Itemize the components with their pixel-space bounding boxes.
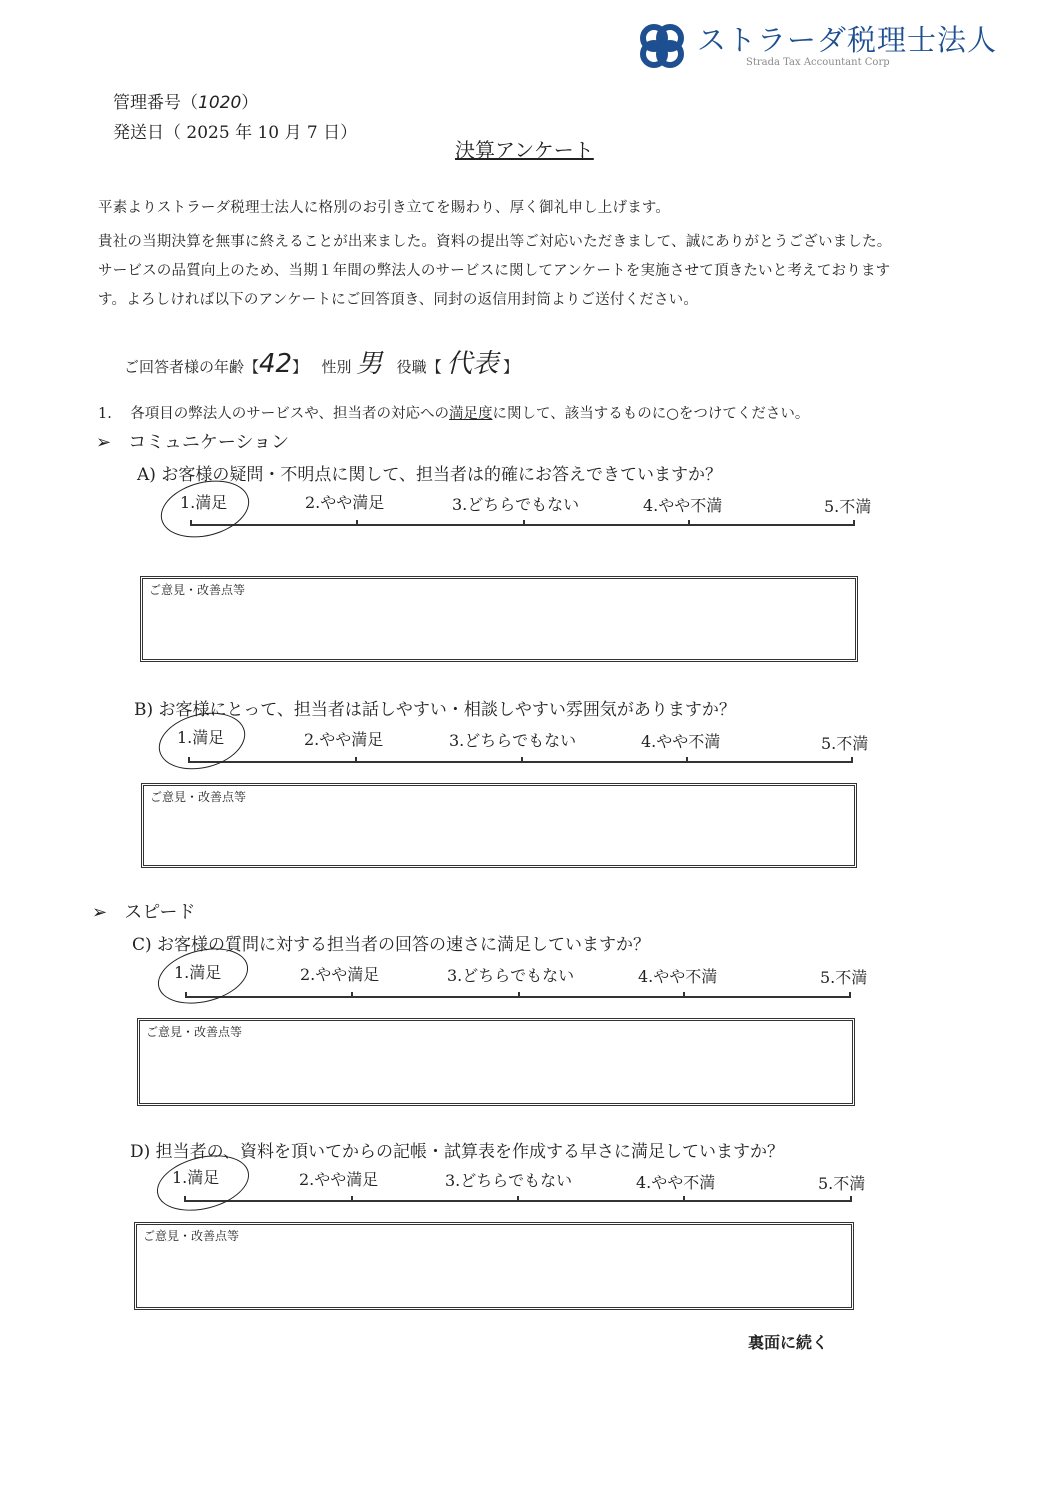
scale-tick [355, 757, 357, 763]
role-value: 代表 [446, 349, 499, 379]
section-title: スピード [124, 902, 196, 923]
option-d-4[interactable]: 4.やや不満 [636, 1173, 716, 1192]
question-label: D) [130, 1142, 151, 1162]
scale-tick [853, 520, 855, 526]
scale-tick [517, 1196, 519, 1202]
option-c-2[interactable]: 2.やや満足 [300, 965, 380, 984]
scale-tick [683, 992, 685, 998]
intro-line-1: 平素よりストラーダ税理士法人に格別のお引き立てを賜わり、厚く御礼申し上げます。 [98, 200, 671, 216]
scale-tick [356, 520, 358, 526]
gender-label: 性別 [321, 358, 352, 376]
comment-box-d[interactable] [134, 1222, 854, 1310]
option-b-1[interactable]: 1.満足 [177, 728, 225, 747]
age-label: ご回答者様の年齢【 [124, 358, 260, 376]
question-text: お客様の質問に対する担当者の回答の速さに満足していますか？ [157, 935, 651, 955]
instruction-text-before: 各項目の弊法人のサービスや、担当者の対応への [130, 406, 449, 422]
company-subtitle: Strada Tax Accountant Corp [746, 57, 890, 68]
question-text: お客様にとって、担当者は話しやすい・相談しやすい雰囲気がありますか？ [158, 700, 736, 720]
scale-tick [521, 757, 523, 763]
section-speed [92, 898, 196, 924]
mgmt-close: ） [241, 93, 259, 113]
role-close: 】 [503, 358, 519, 376]
instruction-text-after: に関して、該当するものに○をつけてください。 [492, 406, 810, 422]
scale-tick [683, 1196, 685, 1202]
section-communication [96, 428, 289, 454]
option-d-2[interactable]: 2.やや満足 [299, 1170, 379, 1189]
scale-tick [849, 992, 851, 998]
scale-tick [686, 757, 688, 763]
management-number-row [113, 88, 258, 113]
option-a-3[interactable]: 3.どちらでもない [452, 495, 580, 514]
option-a-4[interactable]: 4.やや不満 [643, 496, 723, 515]
scale-tick [851, 757, 853, 763]
option-b-4[interactable]: 4.やや不満 [641, 732, 721, 751]
scale-tick [351, 992, 353, 998]
question-label: B) [134, 700, 154, 720]
comment-box-c[interactable] [137, 1018, 855, 1106]
scale-tick [688, 520, 690, 526]
date-label: 発送日（ [113, 123, 181, 143]
section-title: コミュニケーション [128, 432, 290, 453]
option-c-1[interactable]: 1.満足 [174, 963, 222, 982]
comment-label: ご意見・改善点等 [146, 1025, 243, 1039]
option-b-2[interactable]: 2.やや満足 [304, 730, 384, 749]
question-label: A) [137, 465, 156, 485]
question-text: お客様の疑問・不明点に関して、担当者は的確にお答えできていますか？ [161, 465, 722, 485]
section-arrow-icon: ➢ [96, 432, 112, 453]
intro-line-3: サービスの品質向上のため、当期１年間の弊法人のサービスに関してアンケートを実施させて頂きたいと考えております [98, 263, 891, 279]
company-name: ストラーダ税理士法人 [697, 23, 998, 57]
mgmt-number: 1020 [198, 93, 242, 113]
option-b-3[interactable]: 3.どちらでもない [449, 731, 577, 750]
option-d-3[interactable]: 3.どちらでもない [445, 1171, 573, 1190]
section-arrow-icon: ➢ [92, 902, 108, 923]
option-a-2[interactable]: 2.やや満足 [305, 493, 385, 512]
instruction-text-underlined: 満足度 [449, 406, 493, 422]
option-d-5[interactable]: 5.不満 [818, 1174, 866, 1193]
respondent-info [124, 343, 518, 380]
continue-on-back: 裏面に続く [748, 1333, 829, 1352]
scale-tick [523, 520, 525, 526]
role-label: 役職【 [396, 358, 442, 376]
option-c-4[interactable]: 4.やや不満 [638, 967, 718, 986]
scale-tick [850, 1196, 852, 1202]
option-a-1[interactable]: 1.満足 [180, 493, 228, 512]
scale-tick [351, 1196, 353, 1202]
option-c-3[interactable]: 3.どちらでもない [447, 966, 575, 985]
age-close: 】 [292, 358, 308, 376]
option-b-5[interactable]: 5.不満 [821, 734, 869, 753]
option-a-5[interactable]: 5.不満 [824, 497, 872, 516]
comment-label: ご意見・改善点等 [150, 790, 247, 804]
comment-box-a[interactable] [140, 576, 858, 662]
question-label: C) [132, 935, 152, 955]
scale-tick [518, 992, 520, 998]
question-text: 担当者の、資料を頂いてからの記帳・試算表を作成する早さに満足していますか？ [155, 1142, 784, 1162]
comment-label: ご意見・改善点等 [143, 1229, 240, 1243]
comment-label: ご意見・改善点等 [149, 583, 246, 597]
strada-logo-icon [632, 16, 692, 76]
option-d-1[interactable]: 1.満足 [172, 1168, 220, 1187]
age-value: 42 [259, 349, 293, 379]
instruction-number: 1. [98, 406, 112, 422]
comment-box-b[interactable] [141, 783, 857, 868]
option-c-5[interactable]: 5.不満 [820, 968, 868, 987]
intro-line-2: 貴社の当期決算を無事に終えることが出来ました。資料の提出等ご対応いただきまして、誠にありがとうございました。 [98, 234, 892, 250]
mgmt-label: 管理番号（ [113, 93, 198, 113]
instruction [98, 402, 809, 423]
page-title: 決算アンケート [455, 138, 594, 162]
date-value: 2025 年 10 月 7 日） [186, 123, 358, 143]
send-date-row [113, 118, 357, 143]
gender-value: 男 [356, 349, 383, 379]
intro-line-4: す。よろしければ以下のアンケートにご回答頂き、同封の返信用封筒よりご送付ください。 [98, 292, 699, 308]
